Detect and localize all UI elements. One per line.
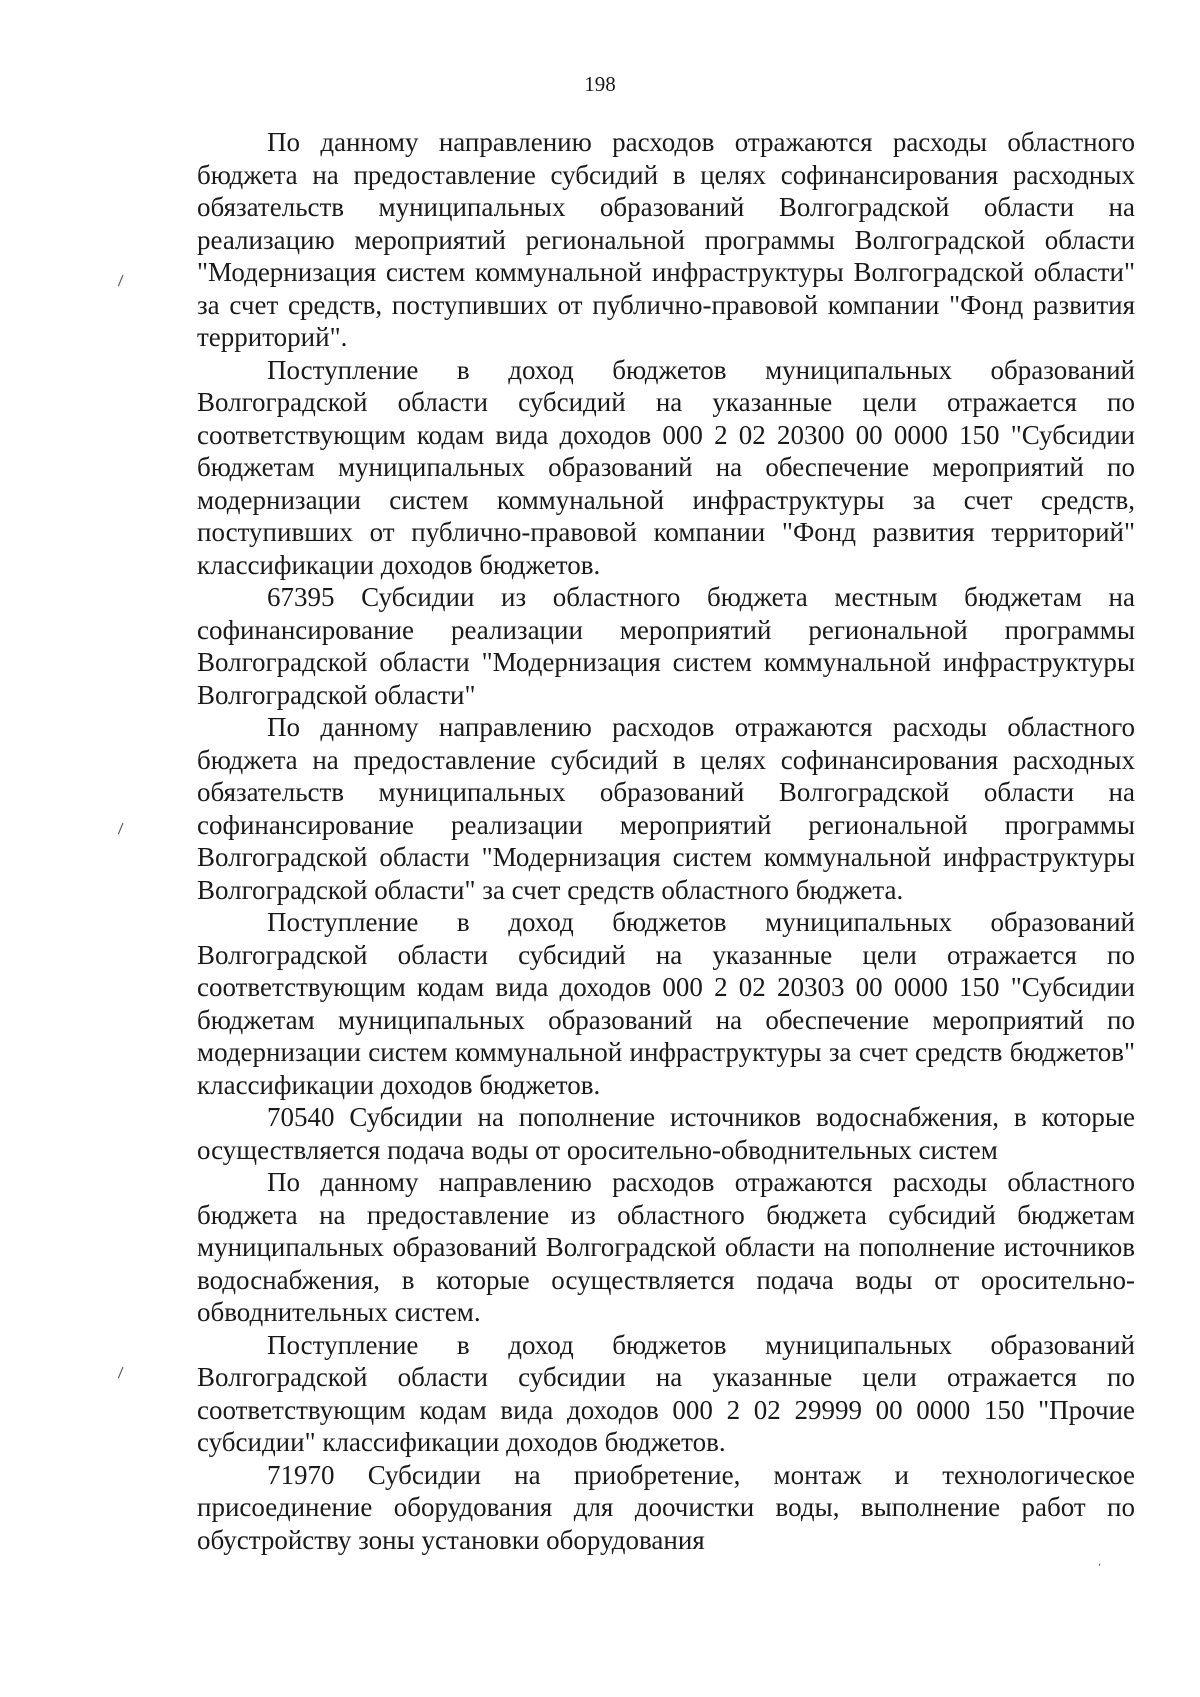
paragraph: Поступление в доход бюджетов муниципальных образований Волгоградской области субсидии на указанные цели отражается по соответствующим кодам вида доходов 000 2 02 29999 00 0000 150 "Прочие субсидии" классификации доходов бюджетов.	[197, 1329, 1135, 1457]
scan-mark: ,	[1098, 1557, 1102, 1568]
scan-mark: \	[113, 1365, 128, 1381]
paragraph: По данному направлению расходов отражаются расходы областного бюджета на предоставление субсидий в целях софинансирования расходных обязательств муниципальных образований Волгоградской области на реализацию мероприятий региональной программы Волгоградской области "Модернизация систем коммунальной инфраструктуры Волгоградской области" за счет средств, поступивших от публично-правовой компании "Фонд развития территорий".	[197, 127, 1135, 352]
section-heading: 70540 Субсидии на пополнение источников водоснабжения, в которые осуществляется подача воды от оросительно-обводнительных систем	[197, 1102, 1135, 1165]
section-heading: 71970 Субсидии на приобретение, монтаж и технологическое присоединение оборудования для доочистки воды, выполнение работ по обустройству зоны установки оборудования	[197, 1459, 1135, 1555]
paragraph: Поступление в доход бюджетов муниципальных образований Волгоградской области субсидий на указанные цели отражается по соответствующим кодам вида доходов 000 2 02 20303 00 0000 150 "Субсидии бюджетам муниципальных образований на обеспечение мероприятий по модернизации систем коммунальной инфраструктуры за счет средств бюджетов" классификации доходов бюджетов.	[197, 907, 1135, 1100]
paragraph: По данному направлению расходов отражаются расходы областного бюджета на предоставление из областного бюджета субсидий бюджетам муниципальных образований Волгоградской области на пополнение источников водоснабжения, в которые осуществляется подача воды от оросительно-обводнительных систем.	[197, 1167, 1135, 1327]
document-body	[197, 126, 1135, 1556]
scan-mark: \	[113, 821, 128, 837]
paragraph: Поступление в доход бюджетов муниципальных образований Волгоградской области субсидий на указанные цели отражается по соответствующим кодам вида доходов 000 2 02 20300 00 0000 150 "Субсидии бюджетам муниципальных образований на обеспечение мероприятий по модернизации систем коммунальной инфраструктуры за счет средств, поступивших от публично-правовой компании "Фонд развития территорий" классификации доходов бюджетов.	[197, 354, 1135, 580]
page-number: 198	[584, 72, 616, 96]
paragraph: По данному направлению расходов отражаются расходы областного бюджета на предоставление субсидий в целях софинансирования расходных обязательств муниципальных образований Волгоградской области на софинансирование реализации мероприятий региональной программы Волгоградской области "Модернизация систем коммунальной инфраструктуры Волгоградской области" за счет средств областного бюджета.	[197, 712, 1135, 905]
section-heading: 67395 Субсидии из областного бюджета местным бюджетам на софинансирование реализации мероприятий региональной программы Волгоградской области "Модернизация систем коммунальной инфраструктуры Волгоградской области"	[197, 582, 1135, 710]
scan-mark: \	[113, 273, 128, 289]
